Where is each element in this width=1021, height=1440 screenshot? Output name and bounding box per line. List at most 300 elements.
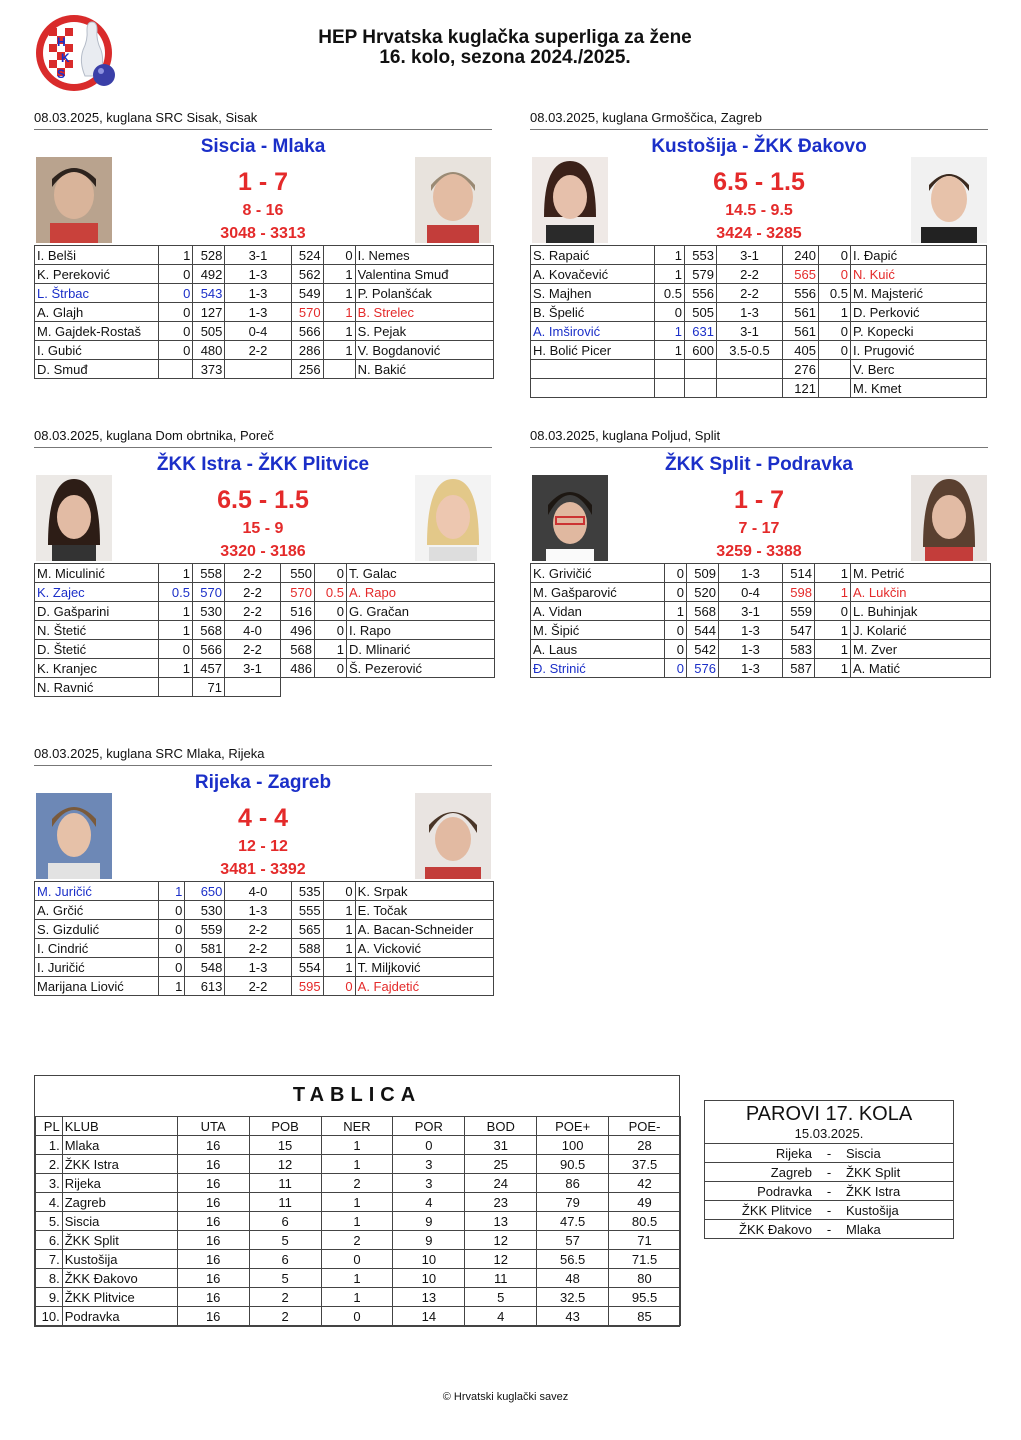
home-player-points: 1 (655, 322, 685, 341)
away-player-points: 0.5 (315, 583, 347, 602)
home-player-points: 1 (159, 659, 193, 678)
set-result: 3-1 (225, 246, 291, 265)
standings-row (36, 1193, 681, 1212)
wins: 5 (249, 1269, 321, 1288)
rank: 10. (36, 1307, 63, 1326)
standings-panel (34, 1075, 680, 1327)
player-pair-row (531, 341, 987, 360)
draws: 1 (321, 1269, 393, 1288)
home-player-score: 631 (685, 322, 717, 341)
rank: 5. (36, 1212, 63, 1231)
set-result: 3-1 (225, 659, 281, 678)
away-player-photo (415, 157, 491, 243)
player-pair-row (35, 341, 494, 360)
player-pair-row (35, 939, 494, 958)
home-player-score (685, 379, 717, 398)
points-against: 71.5 (609, 1250, 681, 1269)
away-player-score: 405 (783, 341, 819, 360)
home-player-points (159, 678, 193, 697)
match-rows (35, 882, 494, 996)
match-points: 6.5 - 1.5 (713, 168, 805, 196)
away-player-name: D. Mlinarić (347, 640, 495, 659)
player-pair-row (531, 246, 987, 265)
away-player-photo (911, 157, 987, 243)
home-player-name: H. Bolić Picer (531, 341, 655, 360)
wins: 2 (249, 1307, 321, 1326)
home-player-score: 127 (193, 303, 225, 322)
points-for: 86 (537, 1174, 609, 1193)
away-player-name: Š. Pezerović (347, 659, 495, 678)
away-player-score: 549 (291, 284, 323, 303)
home-player-score: 530 (193, 602, 225, 621)
home-player-name: M. Gajdek-Rostaš (35, 322, 159, 341)
away-player-name: J. Kolarić (851, 621, 991, 640)
match-rows (531, 246, 987, 398)
away-player-name: P. Polanšćak (355, 284, 493, 303)
home-player-points: 0 (159, 303, 193, 322)
col-header: NER (321, 1117, 393, 1136)
set-result: 1-3 (719, 659, 783, 678)
home-player-points: 1 (655, 246, 685, 265)
match-date-venue: 08.03.2025, kuglana Dom obrtnika, Poreč (34, 428, 274, 443)
standings-rows (36, 1136, 681, 1326)
match-sets: 14.5 - 9.5 (725, 202, 793, 219)
player-pair-row (35, 659, 495, 678)
match-title: Rijeka - Zagreb (194, 772, 332, 793)
away-player-points: 1 (323, 958, 355, 977)
draws: 1 (321, 1288, 393, 1307)
page-subtitle: 16. kolo, sezona 2024./2025. (379, 47, 631, 68)
home-player-score: 520 (687, 583, 719, 602)
col-header: PL (36, 1117, 63, 1136)
home-player-score (685, 360, 717, 379)
points: 4 (465, 1307, 537, 1326)
away-player-score: 547 (783, 621, 815, 640)
home-player-score: 570 (193, 583, 225, 602)
match-sets: 8 - 16 (242, 202, 284, 219)
away-player-points (323, 360, 355, 379)
away-player-name: A. Rapo (347, 583, 495, 602)
col-header: KLUB (62, 1117, 177, 1136)
home-player-points: 0 (159, 939, 185, 958)
standings-row (36, 1269, 681, 1288)
away-player-points: 1 (815, 564, 851, 583)
away-player-score: 598 (783, 583, 815, 602)
home-player-points: 0 (159, 284, 193, 303)
match-title: ŽKK Split - Podravka (665, 454, 853, 475)
points-against: 49 (609, 1193, 681, 1212)
wins: 2 (249, 1288, 321, 1307)
away-player-score: 516 (281, 602, 315, 621)
points-against: 28 (609, 1136, 681, 1155)
home-player-score: 579 (685, 265, 717, 284)
pair-separator: - (815, 1182, 843, 1201)
match-card (34, 428, 494, 718)
player-pair-row (35, 265, 494, 284)
match-points: 1 - 7 (733, 486, 785, 514)
home-player-score: 530 (185, 901, 225, 920)
away-player-score: 514 (783, 564, 815, 583)
home-player-name: N. Ravnić (35, 678, 159, 697)
points-against: 85 (609, 1307, 681, 1326)
player-pair-row (531, 303, 987, 322)
set-result (717, 360, 783, 379)
set-result: 2-2 (717, 265, 783, 284)
away-player-points: 1 (323, 303, 355, 322)
home-player-points: 0 (665, 564, 687, 583)
home-player-name: D. Gašparini (35, 602, 159, 621)
away-player-photo (415, 793, 491, 879)
match-date-venue: 08.03.2025, kuglana SRC Sisak, Sisak (34, 110, 258, 125)
away-player-score: 559 (783, 602, 815, 621)
home-player-photo (36, 157, 112, 243)
home-player-name: N. Štetić (35, 621, 159, 640)
home-player-points: 0 (159, 265, 193, 284)
divider (530, 129, 988, 130)
home-player-name: M. Gašparović (531, 583, 665, 602)
set-result (717, 379, 783, 398)
home-player-name: S. Gizdulić (35, 920, 159, 939)
match-results-table (530, 563, 991, 678)
player-pair-row (35, 583, 495, 602)
pair-home-team: Rijeka (705, 1144, 815, 1163)
draws: 1 (321, 1212, 393, 1231)
away-player-points: 1 (815, 621, 851, 640)
points: 24 (465, 1174, 537, 1193)
home-player-points: 0 (159, 322, 193, 341)
home-player-name: A. Imširović (531, 322, 655, 341)
home-player-score: 568 (193, 621, 225, 640)
points: 13 (465, 1212, 537, 1231)
home-player-points (655, 379, 685, 398)
home-player-score: 544 (687, 621, 719, 640)
wins: 6 (249, 1212, 321, 1231)
losses: 4 (393, 1193, 465, 1212)
set-result: 4-0 (225, 621, 281, 640)
pair-away-team: Siscia (843, 1144, 953, 1163)
club-name: ŽKK Plitvice (62, 1288, 177, 1307)
home-player-points: 1 (159, 246, 193, 265)
club-name: Kustošija (62, 1250, 177, 1269)
home-player-name: D. Štetić (35, 640, 159, 659)
away-player-score: 256 (291, 360, 323, 379)
wins: 11 (249, 1193, 321, 1212)
away-player-points: 1 (815, 659, 851, 678)
home-player-points: 0 (159, 958, 185, 977)
away-player-photo (911, 475, 987, 561)
played: 16 (177, 1174, 249, 1193)
page-title: HEP Hrvatska kuglačka superliga za žene (318, 27, 692, 48)
player-pair-row (35, 882, 494, 901)
set-result: 1-3 (719, 640, 783, 659)
home-player-name: A. Laus (531, 640, 665, 659)
away-player-name: L. Buhinjak (851, 602, 991, 621)
points-against: 42 (609, 1174, 681, 1193)
match-rows (35, 246, 494, 379)
set-result: 0-4 (225, 322, 291, 341)
away-player-name: P. Kopecki (851, 322, 987, 341)
col-header: POE+ (537, 1117, 609, 1136)
match-pins: 3424 - 3285 (716, 225, 802, 242)
home-player-score: 568 (687, 602, 719, 621)
away-player-name: A. Matić (851, 659, 991, 678)
away-player-score: 121 (783, 379, 819, 398)
set-result: 2-2 (225, 920, 291, 939)
match-card (34, 746, 494, 1036)
home-player-score: 559 (185, 920, 225, 939)
away-player-name: I. Đapić (851, 246, 987, 265)
away-player-points (819, 379, 851, 398)
draws: 1 (321, 1155, 393, 1174)
home-player-name: Đ. Strinić (531, 659, 665, 678)
club-name: Mlaka (62, 1136, 177, 1155)
played: 16 (177, 1269, 249, 1288)
match-pins: 3481 - 3392 (220, 861, 306, 878)
match-points: 6.5 - 1.5 (217, 486, 309, 514)
away-player-name: M. Majsterić (851, 284, 987, 303)
away-player-score: 561 (783, 322, 819, 341)
away-player-points: 0 (315, 564, 347, 583)
match-sets: 12 - 12 (238, 838, 288, 855)
pairs-table (705, 1143, 953, 1238)
away-player-score: 565 (783, 265, 819, 284)
hks-logo (34, 12, 122, 94)
col-header: BOD (465, 1117, 537, 1136)
home-player-score: 528 (193, 246, 225, 265)
away-player-score: 554 (291, 958, 323, 977)
played: 16 (177, 1155, 249, 1174)
home-player-points: 1 (159, 882, 185, 901)
home-player-score: 71 (193, 678, 225, 697)
set-result: 2-2 (225, 341, 291, 360)
points: 5 (465, 1288, 537, 1307)
away-player-points: 1 (323, 939, 355, 958)
standings-row (36, 1307, 681, 1326)
home-player-points: 0 (665, 659, 687, 678)
home-player-score: 492 (193, 265, 225, 284)
standings-row (36, 1174, 681, 1193)
home-player-name: D. Smuđ (35, 360, 159, 379)
home-player-name: I. Belši (35, 246, 159, 265)
set-result: 2-2 (717, 284, 783, 303)
home-player-name: S. Majhen (531, 284, 655, 303)
away-player-points: 1 (323, 901, 355, 920)
points-for: 90.5 (537, 1155, 609, 1174)
match-title: Siscia - Mlaka (200, 136, 326, 157)
points-for: 100 (537, 1136, 609, 1155)
match-pins: 3048 - 3313 (220, 225, 306, 242)
player-pair-row (35, 284, 494, 303)
player-pair-row (35, 246, 494, 265)
player-pair-row (35, 602, 495, 621)
away-player-score: 524 (291, 246, 323, 265)
away-player-points: 0 (323, 246, 355, 265)
home-player-points: 0 (159, 901, 185, 920)
player-pair-row (531, 564, 991, 583)
home-player-score: 556 (685, 284, 717, 303)
away-player-name: G. Gračan (347, 602, 495, 621)
points-against: 71 (609, 1231, 681, 1250)
pair-row (705, 1201, 953, 1220)
losses: 0 (393, 1136, 465, 1155)
set-result: 1-3 (225, 284, 291, 303)
away-player-score: 556 (783, 284, 819, 303)
set-result: 1-3 (225, 265, 291, 284)
rank: 2. (36, 1155, 63, 1174)
pair-row (705, 1182, 953, 1201)
points-against: 95.5 (609, 1288, 681, 1307)
away-player-name: K. Srpak (355, 882, 493, 901)
home-player-name: M. Miculinić (35, 564, 159, 583)
draws: 0 (321, 1307, 393, 1326)
points: 12 (465, 1231, 537, 1250)
divider (530, 447, 988, 448)
away-player-points: 0 (815, 602, 851, 621)
home-player-score: 553 (685, 246, 717, 265)
player-pair-row (531, 583, 991, 602)
points: 23 (465, 1193, 537, 1212)
played: 16 (177, 1193, 249, 1212)
set-result: 3-1 (717, 246, 783, 265)
club-name: Zagreb (62, 1193, 177, 1212)
pair-away-team: ŽKK Split (843, 1163, 953, 1182)
losses: 14 (393, 1307, 465, 1326)
played: 16 (177, 1307, 249, 1326)
away-player-score: 286 (291, 341, 323, 360)
match-results-table (34, 245, 494, 379)
col-header: UTA (177, 1117, 249, 1136)
match-card (34, 110, 494, 400)
match-pins: 3320 - 3186 (220, 543, 306, 560)
set-result: 3.5-0.5 (717, 341, 783, 360)
logo-letter-s: S (57, 67, 66, 81)
losses: 9 (393, 1231, 465, 1250)
club-name: ŽKK Đakovo (62, 1269, 177, 1288)
pair-home-team: Podravka (705, 1182, 815, 1201)
club-name: ŽKK Split (62, 1231, 177, 1250)
pair-row (705, 1220, 953, 1239)
standings-table (35, 1116, 681, 1326)
away-player-points: 1 (815, 640, 851, 659)
home-player-score: 505 (193, 322, 225, 341)
home-player-points: 1 (655, 265, 685, 284)
points: 31 (465, 1136, 537, 1155)
pairs-rows (705, 1144, 953, 1239)
pair-home-team: ŽKK Plitvice (705, 1201, 815, 1220)
away-player-points: 0.5 (819, 284, 851, 303)
losses: 3 (393, 1174, 465, 1193)
away-player-score: 240 (783, 246, 819, 265)
away-player-points: 1 (323, 265, 355, 284)
set-result: 2-2 (225, 977, 291, 996)
away-player-points: 0 (315, 602, 347, 621)
rank: 6. (36, 1231, 63, 1250)
pair-away-team: ŽKK Istra (843, 1182, 953, 1201)
player-pair-row (531, 659, 991, 678)
set-result: 2-2 (225, 939, 291, 958)
played: 16 (177, 1136, 249, 1155)
draws: 2 (321, 1231, 393, 1250)
points-for: 43 (537, 1307, 609, 1326)
away-player-score: 496 (281, 621, 315, 640)
wins: 6 (249, 1250, 321, 1269)
wins: 5 (249, 1231, 321, 1250)
away-player-score: 562 (291, 265, 323, 284)
rank: 4. (36, 1193, 63, 1212)
losses: 13 (393, 1288, 465, 1307)
away-player-name: A. Fajdetić (355, 977, 493, 996)
away-player-points: 1 (323, 341, 355, 360)
away-player-points: 0 (819, 322, 851, 341)
match-sets: 7 - 17 (738, 520, 780, 537)
points: 25 (465, 1155, 537, 1174)
match-sets: 15 - 9 (242, 520, 284, 537)
away-player-name: T. Miljković (355, 958, 493, 977)
home-player-name: M. Juričić (35, 882, 159, 901)
losses: 10 (393, 1269, 465, 1288)
set-result (225, 678, 281, 697)
points-for: 32.5 (537, 1288, 609, 1307)
match-points: 1 - 7 (237, 168, 289, 196)
away-player-score: 535 (291, 882, 323, 901)
standings-row (36, 1155, 681, 1174)
away-player-score: 583 (783, 640, 815, 659)
standings-row (36, 1212, 681, 1231)
away-player-points: 0 (819, 265, 851, 284)
away-player-name: Valentina Smuđ (355, 265, 493, 284)
set-result: 2-2 (225, 583, 281, 602)
pair-away-team: Kustošija (843, 1201, 953, 1220)
away-player-score: 568 (281, 640, 315, 659)
away-player-name: A. Vicković (355, 939, 493, 958)
match-date-venue: 08.03.2025, kuglana Poljud, Split (530, 428, 721, 443)
player-pair-row (531, 322, 987, 341)
home-player-name: A. Vidan (531, 602, 665, 621)
home-player-name (531, 360, 655, 379)
pair-separator: - (815, 1144, 843, 1163)
points-against: 80.5 (609, 1212, 681, 1231)
away-player-name: N. Bakić (355, 360, 493, 379)
home-player-score: 542 (687, 640, 719, 659)
player-pair-row (35, 322, 494, 341)
home-player-points: 1 (159, 602, 193, 621)
away-player-points: 0 (323, 977, 355, 996)
home-player-score: 613 (185, 977, 225, 996)
set-result: 1-3 (225, 958, 291, 977)
home-player-name: A. Grčić (35, 901, 159, 920)
draws: 1 (321, 1193, 393, 1212)
match-rows (531, 564, 991, 678)
logo-letter-h: H (57, 35, 66, 49)
set-result: 3-1 (717, 322, 783, 341)
home-player-points: 0 (159, 640, 193, 659)
set-result: 1-3 (719, 564, 783, 583)
home-player-score: 548 (185, 958, 225, 977)
away-player-points: 0 (323, 882, 355, 901)
away-player-points: 1 (819, 303, 851, 322)
player-pair-row (531, 265, 987, 284)
away-player-name: I. Nemes (355, 246, 493, 265)
pair-separator: - (815, 1220, 843, 1239)
away-player-name: N. Kuić (851, 265, 987, 284)
home-player-name: K. Pereković (35, 265, 159, 284)
pair-home-team: ŽKK Đakovo (705, 1220, 815, 1239)
away-player-photo (415, 475, 491, 561)
match-date-venue: 08.03.2025, kuglana Grmoščica, Zagreb (530, 110, 762, 125)
home-player-points: 1 (159, 977, 185, 996)
home-player-points (655, 360, 685, 379)
home-player-name: M. Šipić (531, 621, 665, 640)
